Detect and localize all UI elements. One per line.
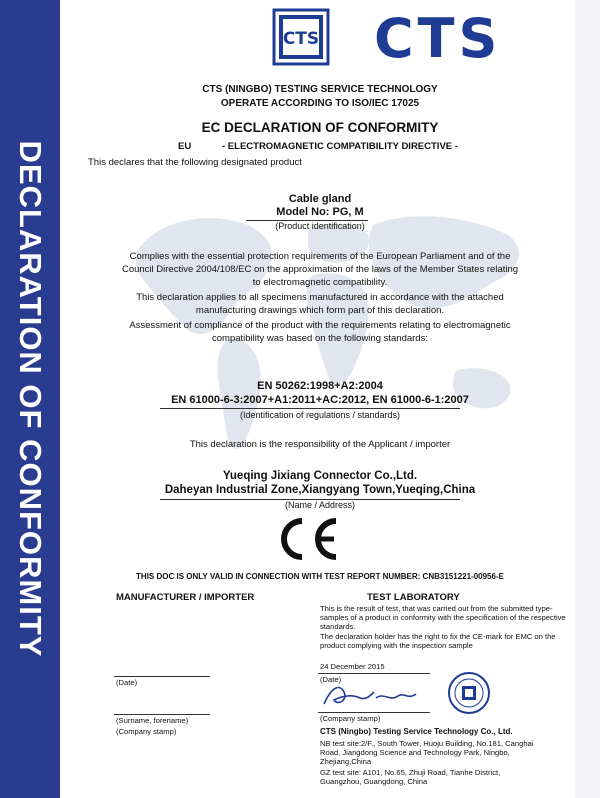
directive-text: - ELECTROMAGNETIC COMPATIBILITY DIRECTIVE - [222,141,458,152]
compliance-p2-l2: manufacturing drawings which form part of this declaration. [195,305,445,316]
cts-logo-icon [272,8,330,66]
compliance-p1-l1: Complies with the essential protection requirements of the European Parliament and of the [129,251,511,262]
ce-mark-icon [272,515,344,563]
lab-date-label: (Date) [320,675,342,684]
responsibility-text: This declaration is the responsibility of the Applicant / importer [189,439,451,450]
standards-underline [160,408,460,409]
manufacturer-name-line [114,714,210,715]
page-title: EC DECLARATION OF CONFORMITY [201,120,439,135]
applicant-address: Daheyan Industrial Zone,Xiangyang Town,Yueqing,China [164,484,476,496]
operate-line: OPERATE ACCORDING TO ISO/IEC 17025 [220,98,420,109]
product-name: Cable gland [288,193,352,205]
brand-name: CTS [374,7,502,70]
lab-stamp-label: (Company stamp) [320,714,381,723]
standard-line-2: EN 61000-6-3:2007+A1:2011+AC:2012, EN 61000-6-1:2007 [171,394,469,406]
compliance-p3-l2: compatibility was based on the following standards: [212,333,428,344]
lab-stamp-line [318,712,430,713]
applicant-name: Yueqing Jixiang Connector Co.,Ltd. [222,470,418,482]
lab-date: 24 December 2015 [320,662,385,671]
lab-company: CTS (Ningbo) Testing Service Technology Co., Ltd. [320,727,513,736]
declares-text: This declares that the following designated product [88,157,302,168]
signature-icon [318,678,428,712]
product-model: Model No: PG, M [276,206,364,218]
ce-mark-text: CE [307,545,309,546]
compliance-p1-l3: to electromagnetic compatibility. [252,277,388,288]
compliance-p1-l2: Council Directive 2004/108/EC on the approximation of the laws of the Member States relating [121,264,519,275]
applicant-caption: (Name / Address) [284,500,356,510]
manufacturer-date-label: (Date) [116,678,138,687]
lab-heading: TEST LABORATORY [367,592,460,603]
validity-notice: THIS DOC IS ONLY VALID IN CONNECTION WITH TEST REPORT NUMBER: CNB3151221-00956-E [136,572,504,581]
lab-stamp-icon [447,671,491,715]
compliance-p3-l1: Assessment of compliance of the product with the requirements relating to electromagnetic [129,320,511,331]
lab-holder-text: The declaration holder has the right to fix the CE-mark for EMC on the product complying with the inspection sample [320,632,556,651]
right-stripe [575,0,600,798]
sidebar-banner [0,0,60,798]
lab-gz-site: GZ test site: A101, No.65, Zhuji Road, Tianhe District, Guangzhou, Guangdong, China [320,768,501,787]
product-caption: (Product identification) [275,221,365,231]
manufacturer-name-label: (Surname, forename) [116,716,189,725]
standards-caption: (Identification of regulations / standards) [239,410,401,420]
compliance-p2-l1: This declaration applies to all specimens manufactured in accordance with the attached [136,292,504,303]
lab-result-text: This is the result of test, that was carried out from the submitted type-samples of a product in conformity with the specification of the respective standards. [320,604,566,632]
lab-nb-site: NB test site:2/F., South Tower, Huoju Building, No.181, Canghai Road, Jiangdong Science and Technology Park, Ningbo, Zhejiang,China [320,739,534,767]
standard-line-1: EN 50262:1998+A2:2004 [257,380,383,392]
manufacturer-heading: MANUFACTURER / IMPORTER [116,592,255,603]
directive-code: EU [178,141,192,152]
logo-text: CTS [282,29,320,49]
manufacturer-date-line [114,676,210,677]
manufacturer-stamp-label: (Company stamp) [116,727,177,736]
sidebar-title: DECLARATION OF CONFORMITY [13,140,48,658]
org-line: CTS (NINGBO) TESTING SERVICE TECHNOLOGY [202,84,438,95]
lab-date-line [318,673,430,674]
